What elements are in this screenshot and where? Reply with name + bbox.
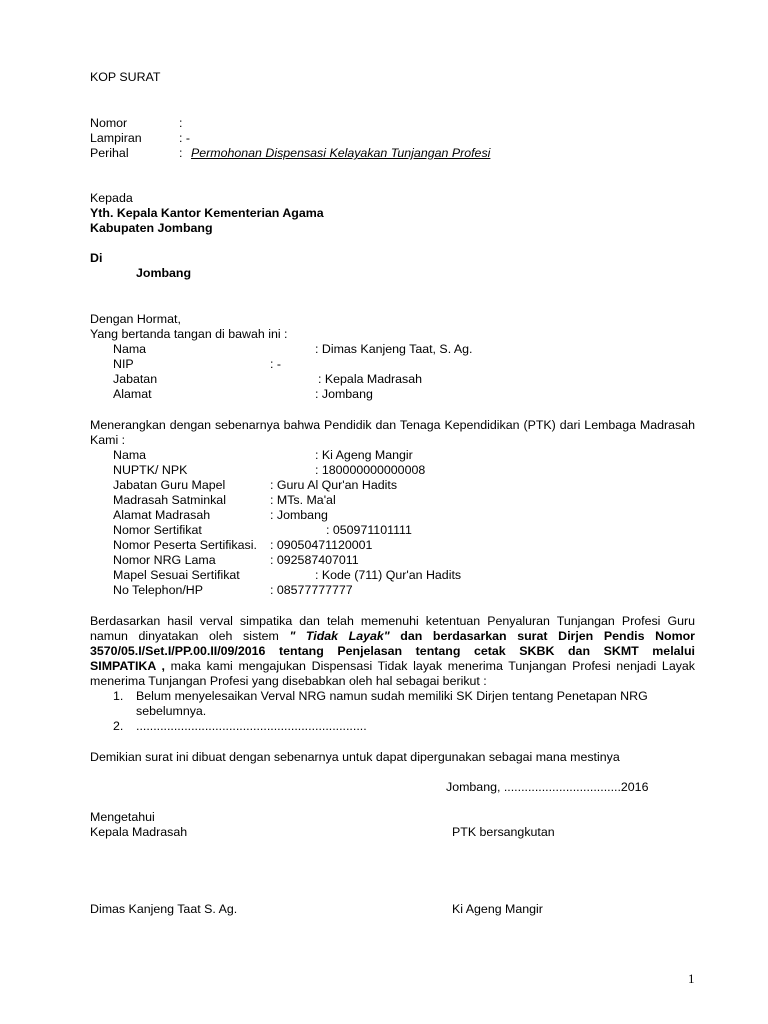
right-signer-name: Ki Ageng Mangir [452, 902, 543, 916]
statement-line-2: Kami : [90, 433, 126, 447]
left-signer-title: Kepala Madrasah [90, 825, 188, 839]
reason-1-line-2: sebelumnya. [136, 704, 207, 718]
page-number: 1 [688, 971, 695, 986]
letterhead-label: KOP SURAT [90, 70, 161, 84]
di-label: Di [90, 251, 103, 265]
body-line-2 [90, 629, 695, 644]
ptk-label-jabatan: Jabatan Guru Mapel [113, 478, 226, 492]
right-signer-title: PTK bersangkutan [452, 825, 555, 839]
body-line-3: 3570/05.I/Set.I/PP.00.II/09/2016 tentang Penjelasan tentang cetak SKBK dan SKMT melalui [90, 644, 695, 658]
recipient-city: Jombang [136, 266, 192, 280]
reason-2-dots: ................................................................... [136, 719, 367, 733]
date-line: Jombang, ..................................2016 [446, 780, 649, 794]
ptk-label-satminkal: Madrasah Satminkal [113, 493, 226, 507]
ptk-value-mapel: : Kode (711) Qur'an Hadits [315, 568, 462, 582]
mengetahui-label: Mengetahui [90, 810, 155, 824]
ptk-label-peserta: Nomor Peserta Sertifikasi. [113, 538, 257, 552]
ptk-value-satminkal: : MTs. Ma'al [270, 493, 336, 507]
reason-1-line-1: Belum menyelesaikan Verval NRG namun sudah memiliki SK Dirjen tentang Penetapan NRG [136, 689, 648, 703]
ptk-label-nuptk: NUPTK/ NPK [113, 463, 188, 477]
signer-label-alamat: Alamat [113, 387, 152, 401]
ptk-label-nrg: Nomor NRG Lama [113, 553, 216, 567]
left-signer-name: Dimas Kanjeng Taat S. Ag. [90, 902, 238, 916]
ptk-label-alamat: Alamat Madrasah [113, 508, 211, 522]
body-line-4 [90, 659, 695, 674]
signer-value-jabatan: : Kepala Madrasah [318, 372, 423, 386]
simpatika-word: SIMPATIKA , [90, 659, 165, 673]
ptk-value-nuptk: : 180000000000008 [315, 463, 426, 477]
body-line-1: Berdasarkan hasil verval simpatika dan telah memenuhi ketentuan Penyaluran Tunjangan Profesi Guru [90, 614, 695, 628]
ptk-value-alamat: : Jombang [270, 508, 328, 522]
lampiran-value: : - [179, 131, 191, 145]
body-line-5: menerima Tunjangan Profesi yang disebabkan oleh hal sebagai berikut : [90, 674, 487, 688]
ptk-label-nama: Nama [113, 448, 147, 462]
reason-number-1: 1. [113, 689, 124, 703]
ptk-value-telepon: : 08577777777 [270, 583, 353, 597]
lampiran-label: Lampiran [90, 131, 142, 145]
salutation: Dengan Hormat, [90, 312, 181, 326]
ptk-value-peserta: : 09050471120001 [270, 538, 373, 552]
signer-label-nip: NIP [113, 357, 134, 371]
closing-line: Demikian surat ini dibuat dengan sebenarnya untuk dapat dipergunakan sebagai mana mestinya [90, 750, 620, 764]
perihal-colon: : [179, 146, 183, 160]
ptk-label-telepon: No Telephon/HP [113, 583, 204, 597]
signer-label-jabatan: Jabatan [113, 372, 158, 386]
kepada-label: Kepada [90, 191, 133, 205]
ptk-value-sertifikat: : 050971101111 [326, 523, 412, 537]
ptk-value-nrg: : 092587407011 [270, 553, 359, 567]
body-line-2-start: namun dinyatakan oleh sistem [90, 629, 290, 643]
perihal-value: Permohonan Dispensasi Kelayakan Tunjangan Profesi [191, 146, 491, 160]
signer-value-nama: : Dimas Kanjeng Taat, S. Ag. [315, 342, 473, 356]
body-line-4-rest: maka kami mengajukan Dispensasi Tidak layak menerima Tunjangan Profesi nenjadi Layak [170, 659, 695, 673]
ptk-label-mapel: Mapel Sesuai Sertifikat [113, 568, 240, 582]
body-line-2-end: dan berdasarkan surat Dirjen Pendis Nomor [400, 629, 695, 643]
nomor-label: Nomor [90, 116, 128, 130]
nomor-colon: : [179, 116, 183, 130]
statement-line-1: Menerangkan dengan sebenarnya bahwa Pendidik dan Tenaga Kependidikan (PTK) dari Lembaga Madrasah [90, 418, 695, 432]
ptk-value-nama: : Ki Ageng Mangir [315, 448, 413, 462]
recipient-line-2: Kabupaten Jombang [90, 221, 213, 235]
signer-value-alamat: : Jombang [315, 387, 373, 401]
perihal-label: Perihal [90, 146, 129, 160]
signer-label-nama: Nama [113, 342, 147, 356]
signer-value-nip: : - [270, 357, 282, 371]
ptk-label-sertifikat: Nomor Sertifikat [113, 523, 202, 537]
reason-number-2: 2. [113, 719, 124, 733]
recipient-line-1: Yth. Kepala Kantor Kementerian Agama [90, 206, 324, 220]
intro-line: Yang bertanda tangan di bawah ini : [90, 327, 288, 341]
ptk-value-jabatan: : Guru Al Qur'an Hadits [270, 478, 398, 492]
tidak-layak-phrase: " Tidak Layak" [289, 629, 390, 643]
